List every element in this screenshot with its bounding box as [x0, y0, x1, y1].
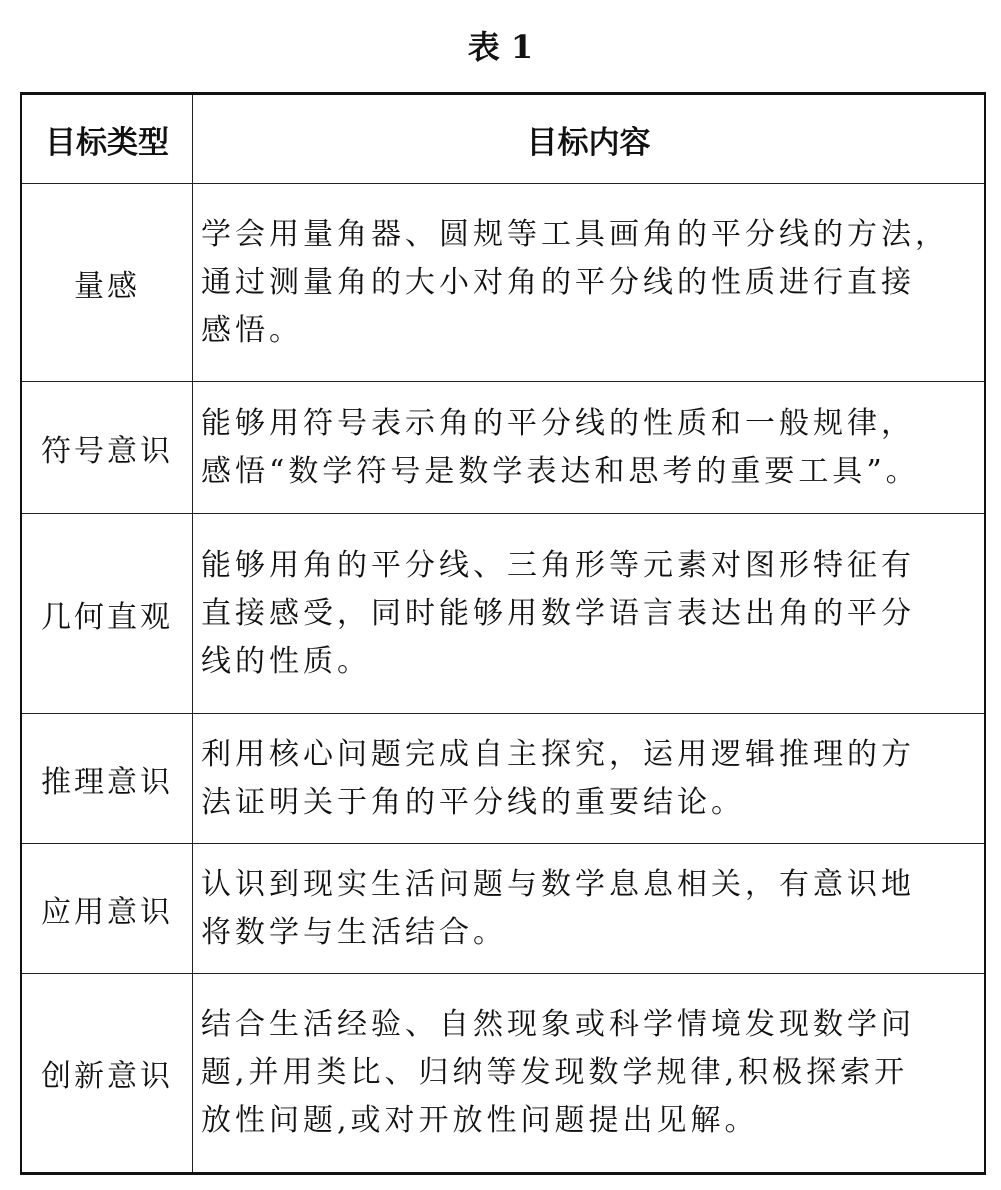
goal-type-cell: 几何直观 — [21, 514, 193, 714]
goal-type-cell: 应用意识 — [21, 844, 193, 974]
content-line: 学会用量角器、圆规等工具画角的平分线的方法， — [201, 216, 949, 252]
table-row — [21, 844, 985, 974]
goal-type-cell: 符号意识 — [21, 382, 193, 514]
content-line: 认识到现实生活问题与数学息息相关，有意识地 — [201, 866, 915, 902]
goal-content-cell — [193, 714, 986, 844]
content-line: 结合生活经验、自然现象或科学情境发现数学问 — [201, 1007, 915, 1042]
goals-table — [20, 92, 986, 1175]
content-line: 能够用角的平分线、三角形等元素对图形特征有 — [201, 547, 915, 583]
content-line: 感悟“数学符号是数学表达和思考的重要工具”。 — [201, 453, 920, 489]
table-title: 表 1 — [467, 28, 534, 66]
content-line: 法证明关于角的平分线的重要结论。 — [201, 784, 745, 820]
table-row — [21, 974, 985, 1174]
header-goal-type: 目标类型 — [21, 94, 193, 184]
goal-content-cell — [193, 184, 986, 382]
table-row — [21, 382, 985, 514]
content-line: 感悟。 — [201, 312, 303, 348]
content-line: 能够用符号表示角的平分线的性质和一般规律， — [201, 405, 915, 441]
content-line: 直接感受，同时能够用数学语言表达出角的平分 — [201, 595, 915, 631]
goal-content-cell — [193, 382, 986, 514]
table-row — [21, 514, 985, 714]
goal-type-cell: 量感 — [21, 184, 193, 382]
content-line: 利用核心问题完成自主探究，运用逻辑推理的方 — [201, 736, 915, 772]
content-line: 放性问题,或对开放性问题提出见解。 — [201, 1103, 759, 1138]
goal-type-cell: 创新意识 — [21, 974, 193, 1174]
content-line: 将数学与生活结合。 — [201, 914, 507, 950]
goal-content-cell — [193, 514, 986, 714]
table-row — [21, 184, 985, 382]
goal-content-cell — [193, 844, 986, 974]
content-line: 通过测量角的大小对角的平分线的性质进行直接 — [201, 264, 915, 300]
header-goal-content: 目标内容 — [193, 94, 986, 184]
content-line: 线的性质。 — [201, 643, 371, 679]
table-row — [21, 714, 985, 844]
goal-content-cell — [193, 974, 986, 1174]
table-header-row — [21, 94, 985, 184]
content-line: 题,并用类比、归纳等发现数学规律,积极探索开 — [201, 1055, 909, 1090]
goal-type-cell: 推理意识 — [21, 714, 193, 844]
